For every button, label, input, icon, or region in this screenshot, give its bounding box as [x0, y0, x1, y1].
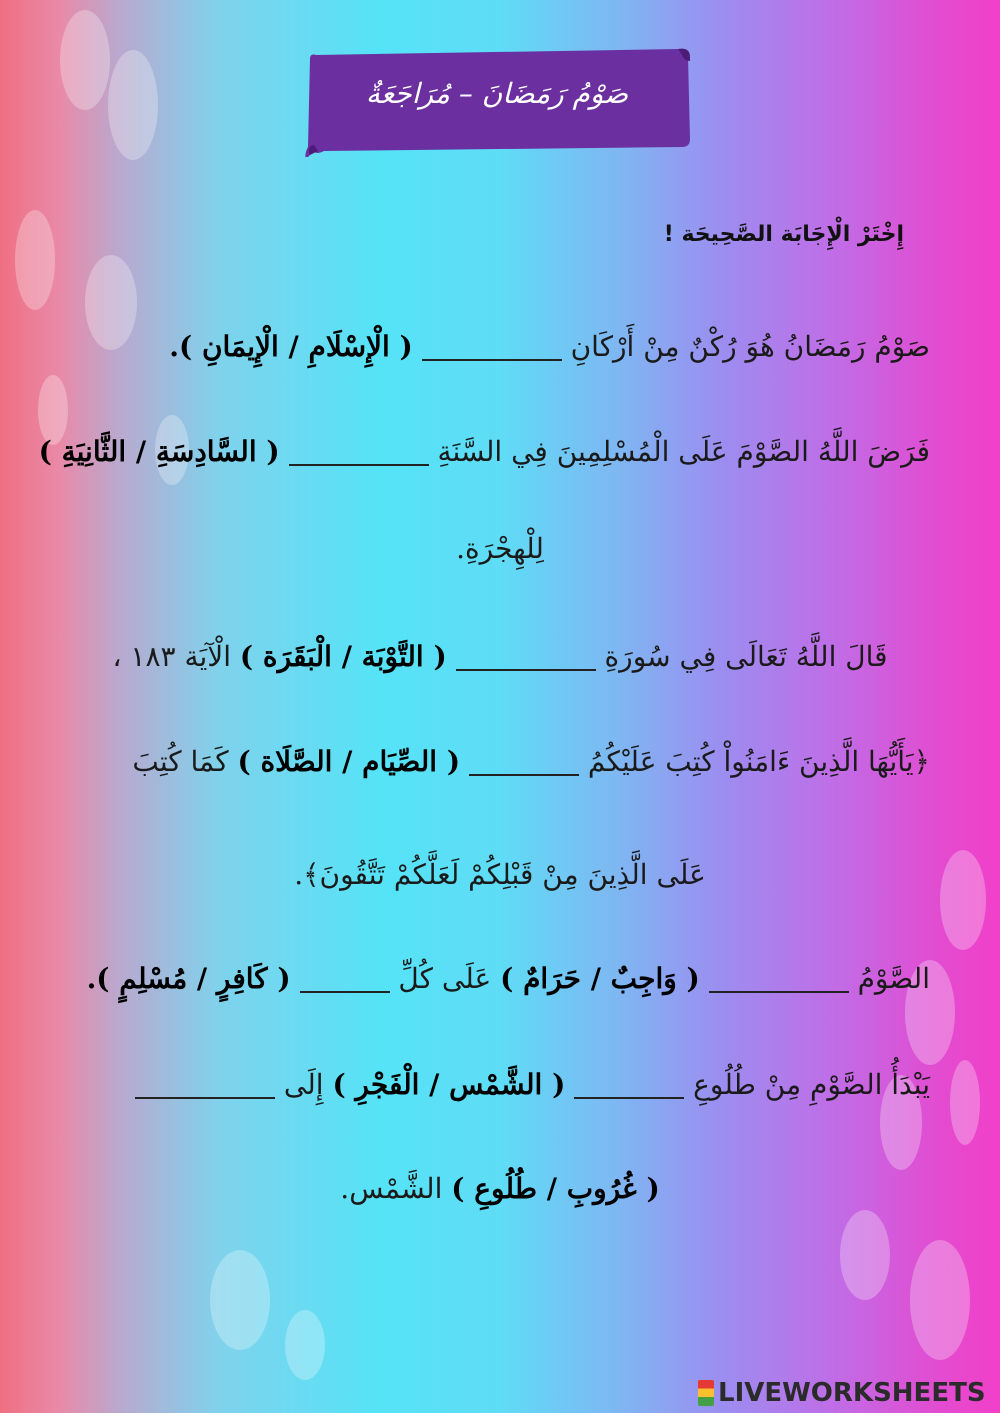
- question-1: [70, 330, 930, 363]
- question-line2: عَلَى الَّذِينَ مِنْ قَبْلِكُمْ لَعَلَّكُمْ تَتَّقُونَ﴾.: [294, 858, 706, 891]
- question-4-continuation: [70, 858, 930, 891]
- answer-options-2: ( كَافِرٍ / مُسْلِمٍ ).: [86, 962, 291, 995]
- liveworksheets-logo-icon: [698, 1380, 714, 1406]
- question-text: الصَّوْمُ: [857, 962, 930, 995]
- question-suffix: لِلْهِجْرَةِ.: [456, 532, 544, 565]
- answer-blank-2[interactable]: [300, 969, 390, 993]
- question-2: [38, 435, 930, 468]
- answer-options-2: ( غُرُوبِ / طُلُوعِ ): [451, 1172, 660, 1205]
- question-4: [70, 745, 930, 778]
- question-2-continuation: [70, 532, 930, 565]
- title-banner: [304, 47, 690, 157]
- question-text: يَبْدَأُ الصَّوْمِ مِنْ طُلُوعِ: [693, 1068, 930, 1101]
- answer-options: ( الْإِسْلَامِ / الْإِيمَانِ ).: [169, 330, 413, 363]
- question-6: [70, 1068, 930, 1101]
- answer-blank[interactable]: [574, 1075, 684, 1099]
- question-suffix: الْآيَة ١٨٣ ،: [112, 640, 231, 673]
- question-5: [70, 962, 930, 995]
- question-text: ﴿يَأَيُّهَا الَّذِينَ ءَامَنُواْ كُتِبَ عَلَيْكُمُ: [587, 745, 930, 778]
- watermark-text: LIVEWORKSHEETS: [718, 1378, 986, 1408]
- question-6-continuation: [70, 1172, 930, 1205]
- question-suffix: الشَّمْس.: [340, 1172, 443, 1205]
- question-middle: عَلَى كُلِّ: [398, 962, 492, 995]
- answer-options: ( التَّوْبَة / الْبَقَرَة ): [239, 640, 447, 673]
- page-title: صَوْمُ رَمَضَانَ – مُرَاجَعَةٌ: [365, 77, 629, 110]
- answer-blank[interactable]: [709, 969, 849, 993]
- answer-blank-2[interactable]: [135, 1075, 275, 1099]
- answer-blank[interactable]: [422, 337, 562, 361]
- answer-options: ( السَّادِسَةِ / الثَّانِيَةِ ): [38, 435, 280, 468]
- question-suffix: كَمَا كُتِبَ: [132, 745, 229, 778]
- answer-blank[interactable]: [289, 442, 429, 466]
- answer-options: ( الصِّيَام / الصَّلَاة ): [237, 745, 461, 778]
- liveworksheets-watermark: [698, 1378, 994, 1408]
- answer-options: ( وَاجِبٌ / حَرَامٌ ): [500, 962, 700, 995]
- answer-blank[interactable]: [456, 647, 596, 671]
- question-text: قَالَ اللَّهُ تَعَالَى فِي سُورَةِ: [604, 640, 888, 673]
- answer-options: ( الشَّمْس / الْفَجْرِ ): [332, 1068, 566, 1101]
- question-text: صَوْمُ رَمَضَانُ هُوَ رُكْنٌ مِنْ أَرْكَانِ: [570, 330, 930, 363]
- instruction-text: إِخْتَرْ الْإِجَابَة الصَّحِيحَة !: [663, 222, 904, 247]
- question-text: فَرَضَ اللَّهُ الصَّوْمَ عَلَى الْمُسْلِمِينَ فِي السَّنَةِ: [437, 435, 930, 468]
- question-middle: إِلَى: [283, 1068, 324, 1101]
- question-3: [70, 640, 930, 673]
- answer-blank[interactable]: [469, 752, 579, 776]
